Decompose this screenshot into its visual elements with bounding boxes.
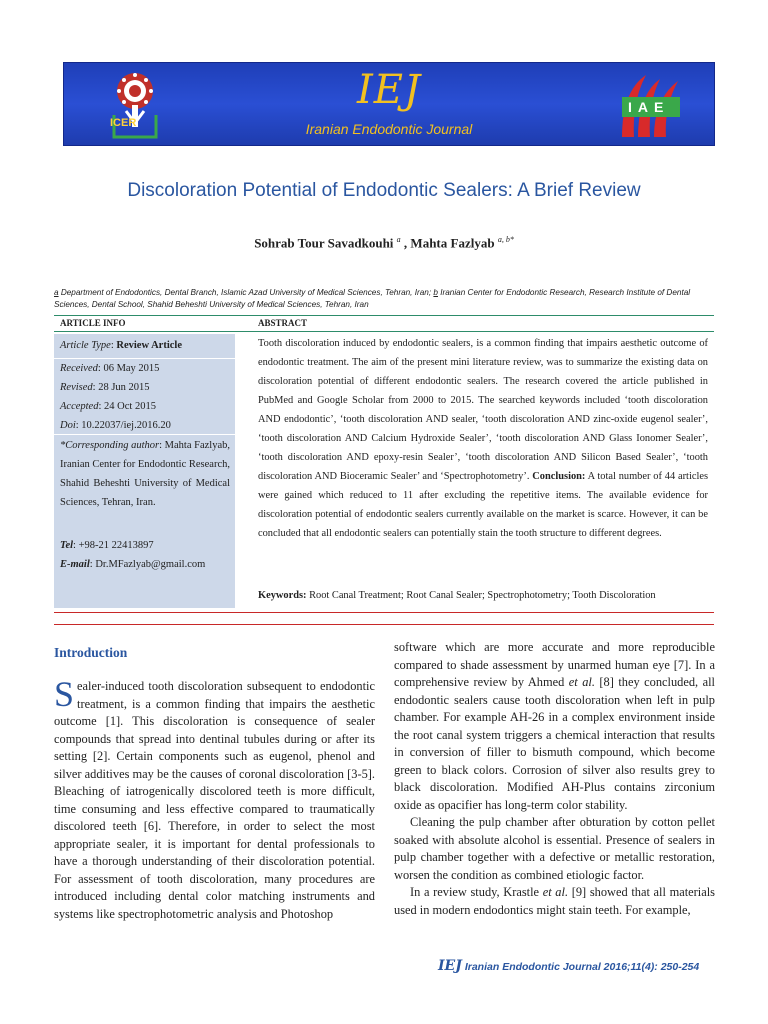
received-date: 06 May 2015 <box>103 363 160 374</box>
article-type-label: Article Type <box>60 340 111 351</box>
affil-text: Department of Endodontics, Dental Branch, Islamic Azad University of Medical Sciences, Tehran, Iran; <box>58 288 434 297</box>
author-name: Sohrab Tour Savadkouhi <box>254 235 394 251</box>
section-rule-red <box>54 612 714 613</box>
paragraph-text: [8] they concluded, all endodontic sealers cause tooth discoloration when left in pulp chamber. For example AH-26 in a complex environment inside the root canal system triggers a chemical interaction that results in conversion of filler to bismuth compound, which become green to black colors. Corrosion of silver also results grey to black discoloration. Modified AH-Plus contains zirconium oxide as opacifier has long-term color stability. <box>394 675 715 812</box>
article-dates: Received: 06 May 2015 Revised: 28 Jun 2015 Accepted: 24 Oct 2015 Doi: 10.22037/iej.2016.20 <box>60 363 171 431</box>
icer-logo-text: ICER <box>110 117 137 129</box>
contact-info: Tel: +98-21 22413897 E-mail: Dr.MFazlyab@gmail.com <box>60 540 206 570</box>
paragraph: Cleaning the pulp chamber after obturation by cotton pellet soaked with absolute alcohol is essential. Presence of sealers in pulp chamber together with a defective or metallic restoration, worsen the condition as combined etiologic factor. <box>394 815 715 882</box>
abstract-body: Tooth discoloration induced by endodontic sealers, is a common finding that impairs aesthetic outcome of endodontic treatment. The aim of the present mini literature review, was to summarize the existing data on discoloration potential of different endodontic sealers. The research covered the article published in PubMed and Google Scholar from 2000 to 2015. The searched keywords included ‘tooth discoloration AND endodontic’, ‘tooth discoloration AND sealer, ‘tooth discoloration AND zinc-oxide eugenol sealer’, ‘tooth discoloration AND Calcium Hydroxide Sealer’, ‘tooth discoloration AND Glass Ionomer Sealer’, ‘tooth discoloration AND epoxy-resin Sealer’, ‘tooth discoloration AND Silicon Based Sealer’, ‘tooth discoloration AND Bioceramic Sealer’ and ‘Spectrophotometry’. <box>258 338 708 482</box>
author-affil-mark: a, b* <box>497 235 514 244</box>
footer-citation: Iranian Endodontic Journal 2016;11(4): 250-254 <box>464 961 700 973</box>
drop-cap: S <box>54 674 75 714</box>
corresponding-author <box>60 436 230 512</box>
corresponding-text: : Mahta Fazlyab, Iranian Center for Endodontic Research, Shahid Beheshti University of Medical Sciences, Tehran, Iran. <box>60 440 230 508</box>
tel-label: Tel <box>60 540 74 551</box>
article-type: Article Type: Review Article <box>60 340 182 351</box>
keywords-text: Root Canal Treatment; Root Canal Sealer; Spectrophotometry; Tooth Discoloration <box>306 590 656 601</box>
paragraph-text: In a review study, Krastle <box>410 885 543 899</box>
paragraph: ealer-induced tooth discoloration subsequent to endodontic treatment, is a common finding that impairs the aesthetic outcome [1]. This discoloration is consequence of sealer compounds that spread into dentinal tubules during or after its setting [2]. Certain components such as eugenol, phenol and silver additives may be the causes of coronal discoloration [3-5]. Bleaching of iatrogenically discolored teeth is more difficult, time consuming and less effective compared to traumatically discolored teeth [6]. Therefore, in order to select the most appropriate sealer, it is important for dental professionals to have a thorough understanding of their discoloration potential. For assessment of tooth discoloration, many procedures are introduced including dental color matching instruments and systems like spectrophotometric analysis and Photoshop <box>54 679 375 921</box>
article-info-header: ARTICLE INFO <box>60 318 126 328</box>
conclusion-text: A total number of 44 articles were gained which reduced to 11 after excluding the repetitive items. The available evidence for discoloration potential of endodontic sealers currently available on the market is scarce. However, it can be concluded that all endodontic sealers can potentially stain the tooth structure to different degrees. <box>258 471 708 539</box>
accepted-date: 24 Oct 2015 <box>104 401 156 412</box>
journal-name: Iranian Endodontic Journal <box>305 121 473 137</box>
affil-text: Iranian Center for Endodontic Research, Research Institute of Dental Sciences, Dental School, Shahid Beheshti University of Medical Sciences, Tehran, Iran <box>54 288 691 309</box>
accepted-label: Accepted <box>60 401 99 412</box>
body-column-right <box>394 639 715 919</box>
revised-date: 28 Jun 2015 <box>98 382 150 393</box>
abstract-text <box>258 334 708 543</box>
journal-banner <box>63 62 715 146</box>
et-al: et al. <box>568 675 595 689</box>
conclusion-label: Conclusion: <box>532 471 586 482</box>
iae-logo-text: IAE <box>628 99 670 115</box>
article-title: Discoloration Potential of Endodontic Sealers: A Brief Review <box>127 180 641 201</box>
abstract-header: ABSTRACT <box>258 318 308 328</box>
paragraph-text: [9] showed that all materials used in modern endodontics might stain teeth. For example, <box>394 885 716 917</box>
info-divider <box>54 434 235 435</box>
doi-value: 10.22037/iej.2016.20 <box>81 420 171 431</box>
revised-label: Revised <box>60 382 93 393</box>
received-label: Received <box>60 363 98 374</box>
body-column-left <box>54 674 375 923</box>
article-info-panel <box>54 334 235 608</box>
author-affil-mark: a <box>396 235 401 244</box>
affiliations <box>54 287 718 311</box>
introduction-heading: Introduction <box>54 645 128 660</box>
section-rule <box>54 315 714 316</box>
affil-mark: a <box>54 288 59 297</box>
paragraph-text: software which are more accurate and more reproducible compared to shade assessment by unarmed human eye [7]. In a comprehensive review by Ahmed <box>394 640 715 689</box>
paragraph <box>394 639 715 814</box>
et-al: et al. <box>542 885 569 899</box>
tel-value: +98-21 22413897 <box>78 540 154 551</box>
author-separator: , <box>403 235 411 251</box>
footer-journal-logo: IEJ <box>438 958 462 974</box>
keywords <box>258 590 718 601</box>
article-type-value: Review Article <box>116 340 182 351</box>
author-list <box>0 235 768 251</box>
author-name: Mahta Fazlyab <box>410 235 495 251</box>
affil-mark: b <box>433 288 438 297</box>
email-label: E-mail <box>60 559 90 570</box>
section-rule <box>54 331 714 332</box>
journal-abbrev: IEJ <box>356 67 422 113</box>
doi-label: Doi <box>60 420 76 431</box>
page-footer <box>438 958 699 974</box>
corresponding-label: *Corresponding author <box>60 440 160 451</box>
section-rule-red <box>54 624 714 625</box>
paragraph <box>394 884 715 919</box>
email-value[interactable]: Dr.MFazlyab@gmail.com <box>95 559 206 570</box>
keywords-label: Keywords: <box>258 590 307 601</box>
